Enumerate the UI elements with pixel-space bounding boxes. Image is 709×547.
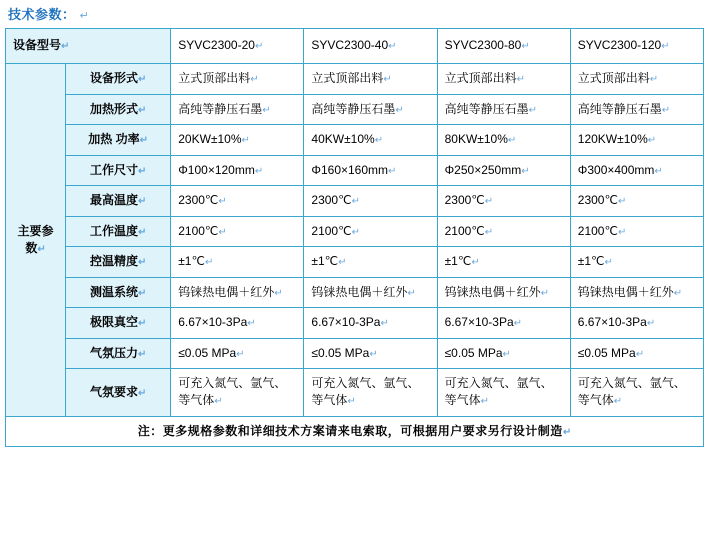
value-text: 钨铼热电偶＋红外	[577, 284, 674, 299]
param-label-text: 极限真空	[89, 315, 138, 329]
paragraph-mark-icon: ↵	[516, 74, 525, 85]
value-cell	[437, 247, 570, 278]
value-text: Φ100×120mm	[178, 162, 255, 177]
paragraph-mark-icon: ↵	[661, 41, 670, 53]
value-text: ±1℃	[311, 254, 339, 268]
model-cell-1	[171, 29, 304, 64]
param-label	[66, 155, 171, 186]
paragraph-mark-icon: ↵	[247, 318, 256, 329]
value-text: Φ250×250mm	[444, 162, 522, 177]
table-note-text: 注：更多规格参数和详细技术方案请来电索取，可根据用户要求另行设计制造	[137, 423, 563, 438]
paragraph-mark-icon: ↵	[480, 396, 489, 408]
param-label-text: 最高温度	[89, 193, 138, 207]
paragraph-mark-icon: ↵	[137, 226, 147, 238]
table-row	[6, 247, 704, 278]
table-row	[6, 338, 704, 369]
paragraph-mark-icon: ↵	[241, 135, 250, 146]
paragraph-mark-icon: ↵	[250, 74, 259, 85]
param-label-text: 加热 功率	[88, 132, 140, 146]
paragraph-mark-icon: ↵	[383, 74, 392, 85]
model-cell-4	[570, 29, 703, 64]
value-text: 2100℃	[311, 223, 352, 238]
paragraph-mark-icon: ↵	[521, 165, 530, 177]
paragraph-mark-icon: ↵	[673, 287, 683, 299]
param-label-text: 加热形式	[89, 101, 138, 116]
value-cell	[437, 216, 570, 247]
paragraph-mark-icon: ↵	[647, 135, 657, 146]
value-cell	[570, 308, 703, 339]
paragraph-mark-icon: ↵	[351, 226, 360, 238]
value-cell	[437, 125, 570, 156]
value-text: 立式顶部出料	[444, 71, 517, 85]
value-cell	[171, 216, 304, 247]
value-text: ±1℃	[178, 254, 205, 268]
value-text: 2300℃	[311, 193, 352, 207]
table-row	[6, 216, 704, 247]
group-label	[6, 64, 66, 417]
model-text: SYVC2300-120	[577, 38, 662, 53]
value-cell	[171, 338, 304, 369]
param-label-text: 气氛压力	[89, 345, 138, 360]
param-label-text: 工作温度	[89, 223, 138, 238]
value-text: 40KW±10%	[311, 132, 375, 146]
paragraph-mark-icon: ↵	[139, 135, 149, 146]
group-label-text: 主要参数	[17, 223, 54, 255]
value-text: 2300℃	[577, 193, 618, 207]
value-cell	[171, 125, 304, 156]
paragraph-mark-icon: ↵	[236, 348, 245, 360]
paragraph-mark-icon: ↵	[262, 104, 271, 116]
paragraph-mark-icon: ↵	[137, 74, 147, 85]
value-text: 20KW±10%	[178, 132, 242, 146]
paragraph-mark-icon: ↵	[137, 165, 147, 177]
param-label-text: 测温系统	[89, 284, 138, 299]
value-text: ≤0.05 MPa	[444, 345, 503, 360]
value-cell	[304, 186, 437, 217]
value-text: 2100℃	[444, 223, 485, 238]
paragraph-mark-icon: ↵	[137, 196, 147, 207]
table-row-model	[6, 29, 704, 64]
paragraph-mark-icon: ↵	[61, 41, 70, 53]
value-cell	[570, 155, 703, 186]
value-cell	[570, 125, 703, 156]
value-text: ≤0.05 MPa	[178, 345, 237, 360]
paragraph-mark-icon: ↵	[254, 165, 264, 177]
model-row-label	[6, 29, 171, 64]
value-cell	[304, 216, 437, 247]
value-cell	[304, 247, 437, 278]
value-cell	[437, 369, 570, 417]
value-cell	[304, 125, 437, 156]
paragraph-mark-icon: ↵	[214, 396, 223, 408]
value-text: 可充入氮气、氩气、等气体	[444, 376, 553, 408]
value-text: 立式顶部出料	[577, 71, 650, 85]
value-text: 120KW±10%	[577, 132, 648, 146]
table-row	[6, 94, 704, 125]
param-label	[66, 216, 171, 247]
value-text: 可充入氮气、氩气、等气体	[178, 376, 287, 408]
value-text: 可充入氮气、氩气、等气体	[577, 376, 686, 408]
page-title-text: 技术参数：	[8, 7, 76, 22]
paragraph-mark-icon: ↵	[204, 257, 214, 268]
table-row	[6, 125, 704, 156]
value-text: 立式顶部出料	[311, 71, 384, 85]
paragraph-mark-icon: ↵	[218, 226, 227, 238]
value-text: 2100℃	[178, 223, 219, 238]
value-cell	[570, 277, 703, 308]
value-cell	[570, 369, 703, 417]
paragraph-mark-icon: ↵	[137, 287, 147, 299]
table-row	[6, 186, 704, 217]
paragraph-mark-icon: ↵	[137, 104, 147, 116]
paragraph-mark-icon: ↵	[407, 287, 416, 299]
paragraph-mark-icon: ↵	[254, 41, 264, 53]
value-cell	[171, 247, 304, 278]
paragraph-mark-icon: ↵	[338, 257, 347, 268]
table-row	[6, 369, 704, 417]
paragraph-mark-icon: ↵	[137, 348, 147, 360]
value-text: 6.67×10-3Pa	[577, 315, 647, 329]
value-text: 立式顶部出料	[178, 71, 251, 85]
param-label	[66, 94, 171, 125]
paragraph-mark-icon: ↵	[380, 318, 389, 329]
value-cell	[437, 155, 570, 186]
value-text: Φ160×160mm	[311, 162, 389, 177]
value-text: 2100℃	[577, 223, 618, 238]
param-label	[66, 64, 171, 95]
paragraph-mark-icon: ↵	[351, 196, 360, 207]
paragraph-mark-icon: ↵	[521, 41, 530, 53]
value-cell	[437, 64, 570, 95]
param-label-text: 工作尺寸	[89, 162, 138, 177]
table-row	[6, 155, 704, 186]
paragraph-mark-icon: ↵	[649, 74, 659, 85]
paragraph-mark-icon: ↵	[37, 243, 46, 255]
value-text: 2300℃	[178, 193, 219, 207]
paragraph-mark-icon: ↵	[484, 226, 494, 238]
value-cell	[171, 94, 304, 125]
value-text: 6.67×10-3Pa	[178, 315, 248, 329]
table-row-note	[6, 416, 704, 447]
value-text: ±1℃	[444, 254, 472, 268]
paragraph-mark-icon: ↵	[502, 348, 511, 360]
value-cell	[570, 247, 703, 278]
paragraph-mark-icon: ↵	[137, 257, 147, 268]
value-cell	[570, 186, 703, 217]
value-text: 高纯等静压石墨	[577, 101, 662, 116]
value-text: 钨铼热电偶＋红外	[444, 284, 541, 299]
paragraph-mark-icon: ↵	[388, 41, 397, 53]
page-title	[8, 4, 89, 23]
value-cell	[437, 277, 570, 308]
table-row	[6, 277, 704, 308]
paragraph-mark-icon: ↵	[137, 387, 147, 399]
model-row-label-text: 设备型号	[13, 38, 62, 53]
value-text: 可充入氮气、氩气、等气体	[311, 376, 420, 408]
value-cell	[171, 369, 304, 417]
value-text: 2300℃	[444, 193, 485, 207]
param-label	[66, 308, 171, 339]
param-label	[66, 277, 171, 308]
paragraph-mark-icon: ↵	[274, 287, 283, 299]
table-row	[6, 308, 704, 339]
value-text: ≤0.05 MPa	[311, 345, 370, 360]
value-cell	[437, 186, 570, 217]
paragraph-mark-icon: ↵	[471, 257, 480, 268]
value-cell	[171, 277, 304, 308]
paragraph-mark-icon: ↵	[347, 396, 356, 408]
value-text: 6.67×10-3Pa	[311, 315, 381, 329]
value-cell	[171, 155, 304, 186]
value-text: Φ300×400mm	[577, 162, 655, 177]
value-text: ≤0.05 MPa	[577, 345, 636, 360]
model-text: SYVC2300-40	[311, 38, 389, 53]
value-text: 钨铼热电偶＋红外	[178, 284, 275, 299]
value-cell	[437, 94, 570, 125]
table-row	[6, 64, 704, 95]
paragraph-mark-icon: ↵	[617, 196, 627, 207]
paragraph-mark-icon: ↵	[374, 135, 384, 146]
paragraph-mark-icon: ↵	[635, 348, 645, 360]
model-text: SYVC2300-20	[178, 38, 255, 53]
paragraph-mark-icon: ↵	[654, 165, 663, 177]
paragraph-mark-icon: ↵	[395, 104, 404, 116]
param-label-text: 设备形式	[89, 71, 138, 85]
value-cell	[570, 64, 703, 95]
paragraph-mark-icon: ↵	[661, 104, 671, 116]
value-text: 钨铼热电偶＋红外	[311, 284, 408, 299]
paragraph-mark-icon: ↵	[507, 135, 517, 146]
param-label	[66, 247, 171, 278]
param-label	[66, 338, 171, 369]
paragraph-mark-icon: ↵	[528, 104, 537, 116]
paragraph-mark-icon: ↵	[562, 426, 572, 438]
value-cell	[570, 338, 703, 369]
param-label	[66, 369, 171, 417]
value-cell	[304, 94, 437, 125]
value-cell	[437, 338, 570, 369]
value-cell	[304, 155, 437, 186]
value-cell	[570, 216, 703, 247]
value-cell	[437, 308, 570, 339]
value-text: 高纯等静压石墨	[311, 101, 396, 116]
paragraph-mark-icon: ↵	[513, 318, 523, 329]
paragraph-mark-icon: ↵	[613, 396, 623, 408]
paragraph-mark-icon: ↵	[646, 318, 656, 329]
value-text: ±1℃	[577, 254, 605, 268]
paragraph-mark-icon: ↵	[484, 196, 494, 207]
model-cell-3	[437, 29, 570, 64]
paragraph-mark-icon: ↵	[137, 318, 147, 329]
paragraph-mark-icon: ↵	[218, 196, 227, 207]
value-cell	[171, 64, 304, 95]
paragraph-mark-icon: ↵	[79, 10, 90, 22]
paragraph-mark-icon: ↵	[369, 348, 378, 360]
paragraph-mark-icon: ↵	[617, 226, 627, 238]
value-cell	[304, 308, 437, 339]
paragraph-mark-icon: ↵	[388, 165, 397, 177]
value-cell	[570, 94, 703, 125]
param-label	[66, 125, 171, 156]
value-text: 高纯等静压石墨	[178, 101, 263, 116]
paragraph-mark-icon: ↵	[540, 287, 549, 299]
value-cell	[304, 64, 437, 95]
param-label-text: 气氛要求	[89, 384, 138, 399]
value-text: 高纯等静压石墨	[444, 101, 529, 116]
param-label-text: 控温精度	[89, 254, 138, 268]
specification-table	[5, 28, 704, 447]
value-cell	[304, 369, 437, 417]
model-cell-2	[304, 29, 437, 64]
table-note	[6, 416, 704, 447]
value-cell	[171, 308, 304, 339]
model-text: SYVC2300-80	[444, 38, 522, 53]
param-label	[66, 186, 171, 217]
value-cell	[171, 186, 304, 217]
value-cell	[304, 338, 437, 369]
value-text: 6.67×10-3Pa	[444, 315, 514, 329]
value-text: 80KW±10%	[444, 132, 508, 146]
paragraph-mark-icon: ↵	[604, 257, 613, 268]
value-cell	[304, 277, 437, 308]
